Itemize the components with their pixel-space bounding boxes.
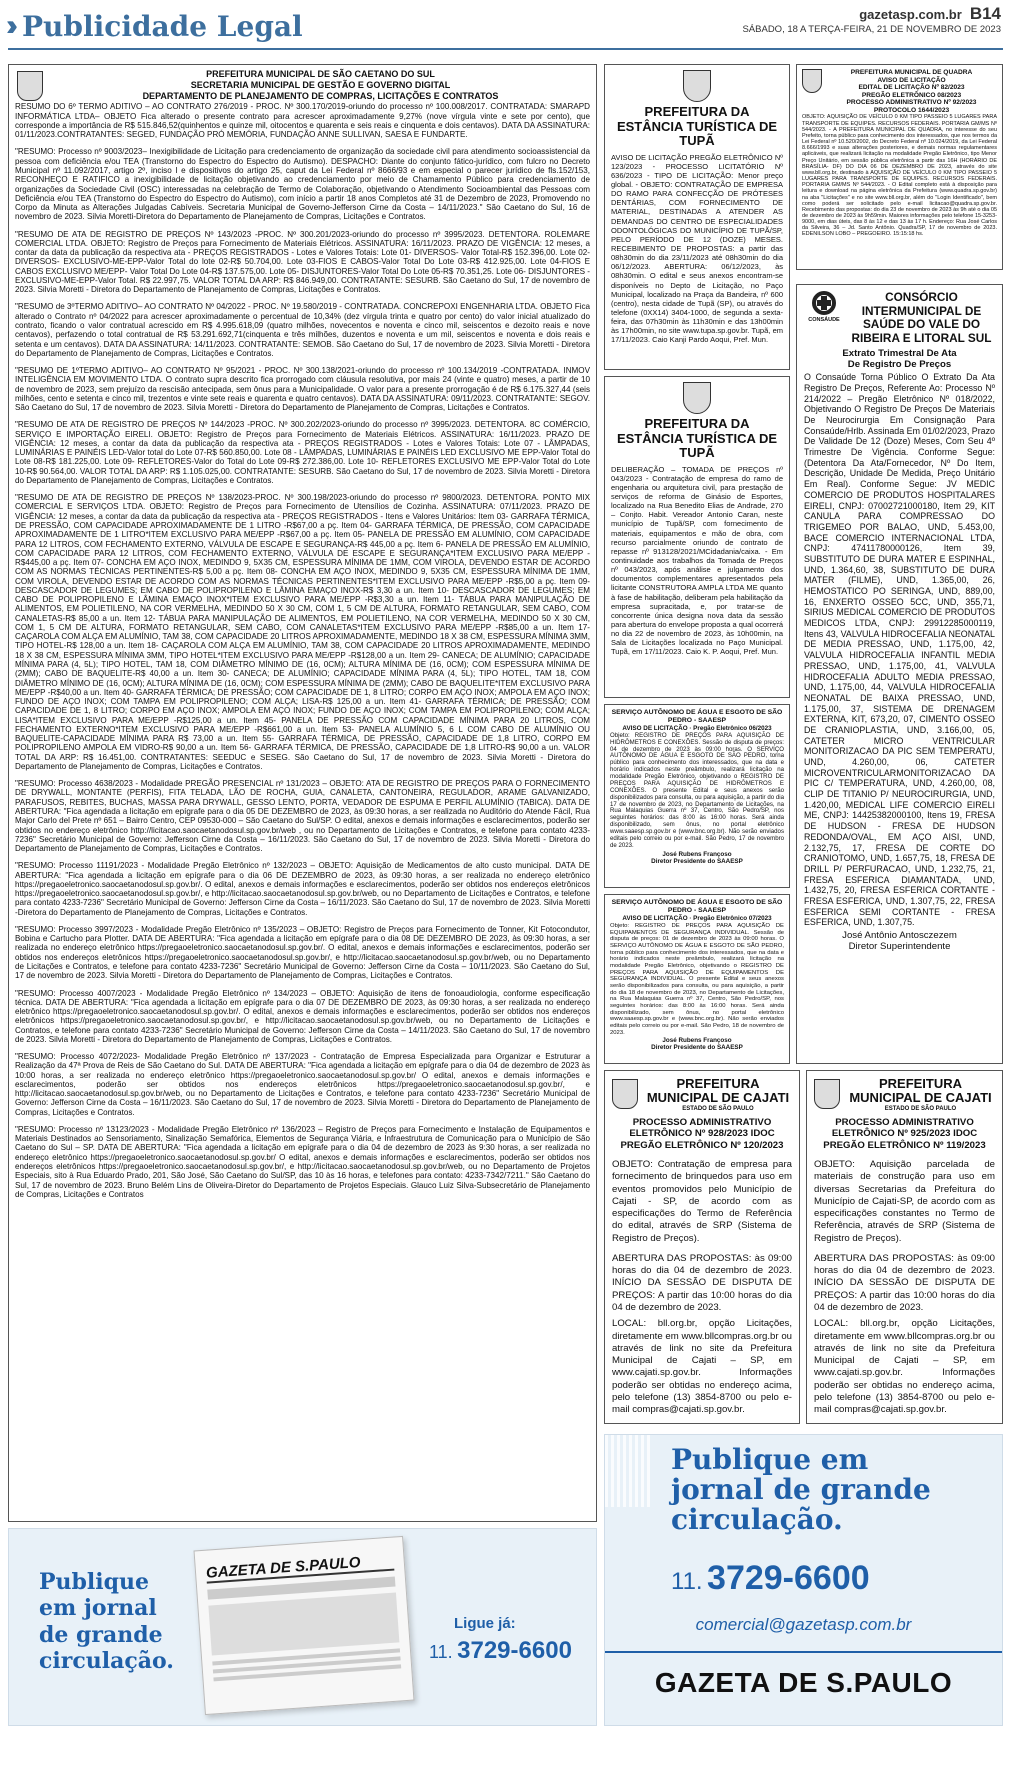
quadra-line-3: PROCESSO ADMINISTRATIVO Nº 92/2023 [846,99,977,107]
scs-paragraph: "RESUMO: Processo 3997/2023 - Modalidade Pregão Eletrônico nº 135/2023 – OBJETO: Registro de Preços para Fornecimento de Tonner, Kit Fotocondutor, Bobina e Cartucho para Plotter. DATA DE ABERTURA: "Fica agendada a licitação em epígrafe para o dia 08 DE DEZEMBRO DE 2023, às 09:30 horas, a ser realizada no endereço eletrônico https://pregaoeletronico.saocaetanodosul.sp.gov.br/. O edital, anexos e demais informações e esclarecimentos, poderão ser obtidos nos endereços eletrônicos https://pregaoeletronico.saocaetanodosul.sp.gov.br/, e http://licitacao.saocaetanodosul.sp.gov.br/web, ou no Departamento de Licitações e Contratos, e telefone para contato 4233-7236" Secretário Municipal de Governo: Jefferson Cirne da Costa – 10/11/2023. São Caetano do Sul, 17 de novembro de 2023. Silvia Moretti - Diretora do Departamento de Planejamento de Compras, Licitações e Contratos. [15,924,590,981]
quadra-line-2: PREGÃO ELETRÔNICO 08/2023 [861,91,962,99]
scs-paragraph: "RESUMO DE ATA DE REGISTRO DE PREÇOS Nº 138/2023-PROC. Nº 300.198/2023-oriundo do processo nº 9800/2023. DETENTORA. PONTO MIX COMERCIAL E SERVIÇOS LTDA. OBJETO: Registro de Preços para Fornecimento de Utensílios de Cozinha. ASSINATURA: 07/11/2023. PRAZO DE VIGÊNCIA: 12 meses, a contar da data da publicação da respectiva ata - PREÇOS REGISTRADOS - Itens e Valores Unitários: Item 03- GARRAFA TÉRMICA, DE PRESSÃO, COM CAPACIDADE APROXIMADAMENTE DE 1 LITRO -R$67,00 a pç. Item 04- GARRAFA TÉRMICA, DE PRESSÃO, COM CAPACIDADE APROXIMADAMENTE DE 1 LITRO*ITEM EXCLUSIVO PARA ME/EPP -R$67,00 a pç. Item 05- PANELA DE PRESSÃO EM ALUMÍNIO, COM CAPACIDADE PARA 12 LITROS, COM FECHAMENTO EXTERNO, VÁLVULA DE ESCAPE E SEGURANÇA-R$ 445,00 a pç. Item 6- PANELA DE PRESSÃO EM ALUMÍNIO, COM CAPACIDADE PARA 12 LITROS, COM FECHAMENTO EXTERNO, VÁLVULA DE ESCAPE E SEGURANÇA*ITEM EXCLUSIVO PARA ME/EPP -R$445,00 a pç. Item 07- CONCHA EM AÇO INOX, MEDINDO 9, 5X35 CM, ESPESSURA MÍNIMA DE 1MM, COM VIROLA, DEVENDO ESTAR DE ACORDO COM AS NORMAS TÉCNICAS PERTINENTES-R$ 5,00 a pç. Item 08- CONCHA EM AÇO INOX, MEDINDO 9, 5X35 CM, ESPESSURA MÍNIMA DE 1MM, COM VIROLA, DEVENDO ESTAR DE ACORDO COM AS NORMAS TÉCNICAS PERTINENTES*ITEM EXCLUSIVO PARA ME/EPP -R$5,00 a pç. Item 09- DESCASCADOR DE LEGUMES; EM CABO DE POLIPROPILENO E LÂMINA EMAÇO INOX-R$ 3,30 a un. Item 10- DESCASCADOR DE LEGUMES; EM CABO DE POLIPROPILENO E LÂMINA EMAÇO INOX*ITEM EXCLUSIVO PARA ME/EPP -R$3,30 a un. Item 11- TÁBUA PARA MANIPULAÇÃO DE ALIMENTOS, EM POLIETILENO, NA COR VERMELHA, MEDINDO 50 X 30 CM, COM 1, 5 CM DE ALTURA, FORMATO RETANGULAR, SEM CABO, COM CANALETAS-R$ 85,00 a un. Item 12- TÁBUA PARA MANIPULAÇÃO DE ALIMENTOS, EM POLIETILENO, NA COR VERMELHA, MEDINDO 50 X 30 CM, COM 1, 5 CM DE ALTURA, FORMATO RETANGULAR, SEM CABO, COM CANALETAS*ITEM EXCLUSIVO PARA ME/EPP -R$85,00 a un. Item 17- CAÇAROLA COM ALÇA EM ALUMÍNIO, TAM 38, COM CAPACIDADE 20 LITROS APROXIMADAMENTE, MEDINDO 18 X 38 CM, ESPESSURA MÍNIMA 3MM, TIPO HOTEL-R$ 128,00 a un. Item 18- CAÇAROLA COM ALÇA EM ALUMÍNIO, TAM 38, COM CAPACIDADE 20 LITROS APROXIMADAMENTE, MEDINDO 18 X 38 CM, ESPESSURA MÍNIMA 3MM, TIPO HOTEL*ITEM EXCLUSIVO PARA ME/EPP -R$128,00 a un. Item 29- CANECA; DE ALUMÍNIO; CAPACIDADE MÍNIMA PARA (4, 5L); TIPO HOTEL, TAM 18, COM DIÂMETRO MÍNIMO DE (16, 0CM); ALTURA MÍNIMA DE (16, 0CM); COM ESPESSURA MÍNIMA DE (2MM); CABO DE BAQUELITE-R$ 40,00 a un. Item 30- CANECA; DE ALUMÍNIO; CAPACIDADE MÍNIMA PARA (4, 5L); TIPO HOTEL, TAM 18, COM DIÂMETRO MÍNIMO DE (16, 0CM); ALTURA MÍNIMA DE (16, 0CM); COM ESPESSURA MÍNIMA DE (2MM); CABO DE BAQUELITE*ITEM EXCLUSIVO PARA ME/EPP -R$40,00 a un. Item 40- GARRAFA TÉRMICA; DE PRESSÃO; COM CAPACIDADE DE 1, 8 LITRO; CORPO EM AÇO INOX; AMPOLA EM AÇO INOX; FUNDO DE AÇO INOX; COM TAMPA EM POLIPROPILENO; COM ALÇA; LISA-R$ 125,00 a un. Item 41- GARRAFA TÉRMICA; DE PRESSÃO; COM CAPACIDADE DE 1, 8 LITRO; CORPO EM AÇO INOX; AMPOLA EM AÇO INOX; FUNDO DE AÇO INOX; COM TAMPA EM POLIPROPILENO; COM ALÇA; LISA*ITEM EXCLUSIVO PARA ME/EPP -R$125,00 a un. Item 45- PANELA DE PRESSÃO COM CAPACIDADE MÍNIMA PARA 20 LITROS, COM FECHAMENTO EXTERNO*ITEM EXCLUSIVO PARA ME/EPP -R$661,00 a un. Item 53- PANELA ALUMÍNIO 5, 6 L COM CABO DE ALUMÍNIO OU BAQUELITE-CAPACIDADE MÍNIMA PARA R$ 73,00 a un. Item 55- GARRAFA TÉRMICA, DE PRESSÃO, CAPACIDADE DE 1,8 LITRO, CORPO EM POLIPROPILENO AMPOLA EM VIDRO-R$ 90,00 a un. Item 56- GARRAFA TÉRMICA, DE PRESSÃO, CAPACIDADE DE 1,8 LITRO-R$ 90,00 a un. VALOR TOTAL DA ARP: R$ 16.451,00. CONTRATANTES: SEEDUC e SESEG. São Caetano do Sul, 17 de novembro de 2023. Silvia Moretti - Diretora do Departamento de Planejamento de Compras, Licitações e Contratos. [15,493,590,771]
scs-paragraph: "RESUMO: Processo 4007/2023 - Modalidade Pregão Eletrônico nº 134/2023 – OBJETO: Aquisição de itens de fonoaudiologia, conforme especificação técnica. DATA DE ABERTURA: "Fica agendada a licitação em epígrafe para o dia 07 DE DEZEMBRO DE 2023, às 09:30 horas, a ser realizada no endereço eletrônico https://pregaoeletronico.saocaetanodosul.sp.gov.br/. O edital, anexos e demais informações e esclarecimentos, poderão ser obtidos nos endereços eletrônicos https://pregaoeletronico.saocaetanodosul.sp.gov.br/, e http://licitacao.saocaetanodosul.sp.gov.br/web, ou no Departamento de Licitações e Contratos, e telefone para contato 4233-7236" Secretário Municipal de Governo: Jefferson Cirne da Costa – 14/11/2023. São Caetano do Sul, 17 de novembro de 2023. Silvia Moretti - Diretora do Departamento de Planejamento de Compras, Licitações e Contratos. [15,988,590,1044]
consorcio-sign-role: Diretor Superintendente [848,941,951,952]
newspaper-illustration [194,1536,415,1715]
cajati-notice-1 [604,1070,800,1424]
ad-bottom-phone[interactable]: 3729-6600 [457,1637,572,1664]
ad-right-line-3: circulação. [671,1503,843,1537]
quadra-line-1: EDITAL DE LICITAÇÃO Nº 82/2023 [858,84,965,92]
scs-title: PREFEITURA MUNICIPAL DE SÃO CAETANO DO SUL [206,69,435,79]
ad-right-line-1: Publique em [671,1443,869,1476]
saaesp-notice-2 [604,894,790,1064]
tupa-notice-1 [604,64,790,370]
cajati-local-1: LOCAL: bll.org.br, opção Licitações, diretamente em www.bllcompras.org.br ou através de link no site da Prefeitura Municipal de Cajati – SP, em www.cajati.sp.gov.br. Informações poderão ser obtidas no endereço acima, pelo telefone (13) 3854-8700 ou pelo e-mail compras@cajati.sp.gov.br. [612,1318,792,1416]
cajati-local-2: LOCAL: bll.org.br, opção Licitações, diretamente em www.bllcompras.org.br ou através de link no site da Prefeitura Municipal de Cajati – SP, em www.cajati.sp.gov.br. Informações poderão ser obtidas no endereço acima, pelo telefone (13) 3854-8700 ou pelo e-mail compras@cajati.sp.gov.br. [814,1318,995,1416]
tupa-body-1: AVISO DE LICITAÇÃO PREGÃO ELETRÔNICO Nº 123/2023 - PROCESSO LICITATÓRIO Nº 636/2023 - TIPO DE LICITAÇÃO: Menor preço global. - OBJETO: CONTRATAÇÃO DE EMPRESA DO RAMO PARA CONFECÇÃO DE PRÓTESES DENTÁRIAS, COM FORNECIMENTO DE MATERIAL, DESTINADAS A ATENDER AS DEMANDAS DO CENTRO DE ESPECIALIDADES ODONTOLÓGICAS DO MUNICÍPIO DE TUPÃ/SP, PELO PERÍODO DE 12 (DOZE) MESES. RECEBIMENTO DE PROPOSTAS: a partir das 08h30min do dia 23/11/2023 até 08h30min do dia 06/12/2023. ABERTURA: 06/12/2023, às 08h30min. O edital e seus anexos encontram-se disponíveis no Depto de Licitação, no Paço Municipal, localizado na Praça da Bandeira, nº 600 (centro), nesta cidade de Tupã (SP), ou através do telefone (0XX14) 3404-1000, de segunda a sexta-feira, das 07h30min às 11h30min e das 13h00min às 17h00min, no site www.tupa.sp.gov.br. Tupã, em 17/11/2023. Caio Kanji Pardo Aoqui, Pref. Mun. [611,152,783,345]
header-rule [8,48,1003,50]
scs-crest-icon [17,71,43,101]
cajati-objeto-2: OBJETO: Aquisição parcelada de materiais de construção para uso em diversas Secretarias da Prefeitura do Município de Cajati-SP, de acordo com as especificações constantes no Termo de Referência, através de SRP (Sistema de Registro de Preços). [814,1159,995,1244]
ad-right-brand: GAZETA DE S.PAULO [654,1667,953,1698]
scs-departamento: DEPARTAMENTO DE PLANEJAMENTO DE COMPRAS, LICITAÇÕES E CONTRATOS [142,90,499,101]
consorcio-body: O Consaúde Torna Público O Extrato Da Ata Registro De Preços, Referente Ao: Processo Nº 214/2022 – Pregão Eletrônico Nº 018/2022, Objetivando O Registro De Preços De Materiais De Neurocirurgia Em Consignação Para Consaúde/Hrlb. Assinada Em 01/02/2023, Prazo De Validade De 12 (Doze) Meses, Com Seu 4º Trimestre De Vigência. Conforme Segue: (Detentora Da Ata/Fornecedor, Nº Do Item, Descrição, Unidade De Medida, Preço Unitário Em Real). Conforme Segue: JV MEDIC COMERCIO DE PRODUTOS HOSPITALARES EIRELI, CNPJ: 07002721000180, Item 29, KIT CANULA PARA COMPRESSAO DO TRIGEMEO POR BALAO, UND, 5.453,00, BACE COMERCIO INTERNACIONAL LTDA, CNPJ: 47411780000126, Item 39, SUBSTITUTO DE DURA MATER E ESPINHAL, UND, 1.364,60, 38, SUBSTITUTO DE DURA MATER (FILME), UND, 1.365,00, 26, HEMOSTATICO PO SERINGA, UND, 889,00, 16, ENXERTO OSSEO 5CC, UND, 355,71, SIRIUS MEDICAL COMERCIO DE PRODUTOS MEDICOS LTDA, CNPJ: 29912285000119, Itens 43, VALVULA HIDROCEFALIA NEONATAL DE MEDIA PRESSAO, UND, 1.175,00, 42, VALVULA HIDROCEFALIA INFANTIL MEDIA PRESSAO, UND, 1.175,00, 41, VALVULA HIDROCEFALIA ADULTO MEDIA PRESSAO, UND, 1.175,00, 44, VALVULA HIDROCEFALIA NEONATAL DE BAIXA PRESSAO, UND, 1.175,00, 37, SISTEMA DE DRENAGEM EXTERNA, KIT, 673,20, 07, CIMENTO OSSEO DE CRANIOPLASTIA, UND, 3.166,00, 05, CATETER MICRO VENTRICULAR MONITORIZACAO DA PIC SEM TEMPERATU, UND, 4.260,00, 06, CATETER MICROVENTRICULARMONITORIZACAO DA PIC C/ TEMPERATURA, UND, 4.260,00, 08, CLIP DE TITANIO P/ NEUROCIRURGIA, UND, 1.420,00, MEDICAL LIFE COMERCIO EIRELI ME, CNPJ: 14425382000100, Itens 19, FRESA DE HUDSON - FRESA DE HUDSON REDONDA/OVAL, EM AÇO AISI, UND, 2.132,75, 17, FRESA DE CORTE DO CRANIOTOMO, UND, 1.657,75, 18, FRESA DE DRILL P/ PERFURACAO, UND, 1.232,75, 21, FRESA ESFERICA DIAMANTADA, UND, 1.432,75, 20, FRESA ESFERICA CORTANTE - FRESA ESFERICA, UND, 1.307,75, 22, FRESA ESFERICA SEMI CORTANTE - FRESA ESFERICA, UND, 1.307,75. [804,372,995,928]
saaesp-sign-2: José Rubens Françoso [662,1037,732,1045]
scs-paragraph: "RESUMO DE 1ºTERMO ADITIVO– AO CONTRATO Nº 95/2021 - PROC. Nº 300.138/2021-oriundo do processo nº 100.134/2019 -CONTRATADA. INMOV INTELIGÊNCIA EM MOVIMENTO LTDA. O contrato supra descrito fica prorrogado com cláusula resolutiva, por mais 24 (vinte e quatro) meses, a partir de 10 de novembro de 2023, sem prejuízo da rescisão antecipada, sem ônus para a Municipalidade. O valor para a presente prorrogação é de R$ 6.175.327,44 (seis milhões, cento e setenta e cinco mil, trezentos e vinte sete reais e quarenta e quatro centavos). DATA DA ASSINATURA: 09/11/2023. CONTRATANTE: SEGOV. São Caetano do Sul, 17 de novembro de 2023. Silvia Moretti - Diretora do Departamento de Planejamento de Compras, Licitações e Contratos. [15,366,590,413]
quadra-line-0: AVISO DE LICITAÇÃO [877,76,946,84]
tupa-crest-icon [683,70,711,102]
tupa-title-1: PREFEITURA DA ESTÂNCIA TURÍSTICA DE TUPÃ [616,104,778,149]
newspaper-masthead: GAZETA DE S.PAULO [206,1552,395,1584]
ad-bottom-line-3: de grande [39,1621,163,1648]
cajati-abertura-2: ABERTURA DAS PROPOSTAS: às 09:00 horas do dia 04 de dezembro de 2023. INÍCIO DA SESSÃO DE DISPUTA DE PREÇOS: A partir das 10:00 horas do dia 04 de dezembro de 2023. [814,1252,995,1314]
cajati-title-2: PREFEITURA MUNICIPAL DE CAJATI [849,1076,992,1106]
scs-body [15,102,590,1199]
saaesp-sign-role-1: Diretor Presidente do SAAESP [651,857,743,865]
cajati-abertura-1: ABERTURA DAS PROPOSTAS: às 09:00 horas do dia 04 de dezembro de 2023. INÍCIO DA SESSÃO DE DISPUTA DE PREÇOS: A partir das 10:00 horas do dia 04 de dezembro de 2023. [612,1252,792,1314]
scs-paragraph: "RESUMO: Processo nº 9003/2023– Inexigibilidade de Licitação para credenciamento de organização da sociedade civil para atendimento socioassistencial da pessoa com deficiência e/ou TEA (Transtorno do Espectro do Espectro do Autismo). DESPACHO: Diante do conjunto fático-jurídico, com fulcro no Decreto Municipal nº 11.092/2017, artigo 2º, inciso I e dispositivos do artigo 25, caput da Lei Federal nº 8666/93 e em especial o parecer jurídico de fls.152/153, RECONHEÇO E RATIFICO a inexigibilidade de licitação objetivando ao credenciamento por meio de Chamamento Público para credenciamento de organizações da Sociedade Civil (OSC) interessadas na celebração de Termo de Colaboração, objetivando o Atendimento Socioambiental das Pessoas com Deficiência e/ou TEA (Transtorno do Espectro do Espectro do Autismo), com início a partir 18 anos Completos até 31 de Dezembro de 2023, Promovendo no Corpo da Minuta as Alterações Julgadas Cabíveis. Secretaria Municipal de Governo-Jefferson Cirne da Costa – 14/11/2023." São Caetano do Sul, 16 de novembro de 2023. Silvia Moretti-Diretora do Departamento de Planejamento de Compras, Licitações e Contratos. [15,147,590,222]
scs-paragraph: "RESUMO: Processo 4072/2023- Modalidade Pregão Eletrônico nº 137/2023 - Contratação de Empresa Especializada para Organizar e Estruturar a Realização da 47ª Prova de Reis de São Caetano do Sul. DATA DE ABERTURA: "Fica agendada a licitação em epígrafe para o dia 04 de dezembro de 2023 às 10:00 horas, a ser realizada no endereço eletrônico https://pregaoeletronico.saocaetanodosul.sp.gov.br/ O edital, anexos e demais informações e esclarecimentos, poderão ser obtidos nos endereços eletrônicos https://pregaoeletronico.saocaetanodosul.sp.gov.br/, e http://licitacao.saocaetanodosul.sp.gov.br/web, ou no Departamento de Licitações e Contratos, e telefone para contato 4233-7236" Secretário Municipal de Governo: Jefferson Cirne da Costa – 16/11/2023. São Caetano do Sul, 17 de novembro de 2023. Silvia Moretti - Diretora do Departamento de Planejamento de Compras, Licitações e Contratos. [15,1052,590,1117]
saaesp-body-1: Objeto: REGISTRO DE PREÇOS PARA AQUISIÇÃO DE HIDRÔMETROS E CONEXÕES. Sessão de disputa de preços: 04 de dezembro de 2023 às 09:00 horas. O SERVIÇO AUTÔNOMO DE ÁGUA E ESGOTO DE SÃO PEDRO, torna público para conhecimento dos interessados, que na data e horário indicados neste preâmbulo, realizará licitação na modalidade Pregão Eletrônico, objetivando o REGISTRO DE PREÇOS PARA AQUISIÇÃO DE HIDRÔMETROS E CONEXÕES. O presente Edital e seus anexos serão disponibilizados para consulta, ou para aquisição, a partir do dia 17 de novembro de 2023, no Departamento de Licitações, na Rua Malaquias Guerra nº 37, Centro, São Pedro/SP, nos seguintes horários: das 8:00 às 16:00 horas. Será ainda disponibilizado, sem ônus, no portal eletrônico www.saaesp.sp.gov.br e (www.bnc.org.br). Não serão enviados editais pelo correio ou por e-mail. São Pedro, 17 de novembro de 2023. [610,731,784,849]
consorcio-notice [796,284,1003,1064]
consaude-logo-text: CONSÁUDE [808,317,840,323]
consorcio-sub-2: De Registro De Preços [847,359,952,371]
scs-paragraph: "RESUMO DE ATA DE REGISTRO DE PREÇOS Nº 143/2023 -PROC. Nº 300.201/2023-oriundo do processo nº 3995/2023. DETENTORA. ROLEMARE COMERCIAL LTDA. OBJETO: Registro de Preços para Fornecimento de Materiais Elétricos. ASSINATURA: 16/11/2023. PRAZO DE VIGÊNCIA: 12 meses, a contar da data da publicação da respectiva ata - PREÇOS REGISTRADOS - Lotes e Valores Totais: Lote 01- DIVERSOS- Valor Total-R$ 152.396,00. Lote 02- DIVERSOS- EXCLUSIVO-ME-EPP-Valor Total do lote 02-R$ 50.704,00. Lote 03-FIOS E CABOS-Valor Total Do Lote 03-R$ 412.925,00. Lote 04-FIOS E CABOS EXCLUSIVO ME/EPP- Valor Total Do Lote 04-R$ 137.575,00. Lote 05- DISJUNTORES-Valor Total Do Lote 05-R$ 70.351,25. Lote 06- DISJUNTORES - EXCLUSIVO-ME-EPP-Valor Total. R$ 22.997,75. VALOR TOTAL DA ARP: R$ 846.949,00. CONTRATANTE: SESURB. São Caetano do Sul, 17 de novembro de 2023. Silvia Moretti - Diretora do Departamento de Planejamento de Compras, Licitações e Contratos. [15,229,590,295]
ad-bottom-phone-prefix: 11. [429,1642,453,1662]
cajati-proc-1: PROCESSO ADMINISTRATIVO ELETRÔNICO Nº 928/2023 IDOC PREGÃO ELETRÔNICO Nº 120/2023 [620,1116,784,1151]
tupa-crest-icon-2 [683,382,711,414]
ad-right-email[interactable]: comercial@gazetasp.com.br [695,1615,912,1634]
gazeta-ad-right[interactable] [604,1434,1003,1726]
ad-right-line-2: jornal de grande [671,1473,931,1507]
section-header [8,6,303,46]
scs-paragraph: "RESUMO: Processo 11191/2023 - Modalidade Pregão Eletrônico nº 132/2023 – OBJETO: Aquisição de Medicamentos de alto custo municipal. DATA DE ABERTURA: "Fica agendada a licitação em epígrafe para o dia 06 DE DEZEMBRO de 2023, às 09:30 horas, a ser realizada no endereço eletrônico https://pregaoeletronico.saocaetanodosul.sp.gov.br/. O edital, anexos e demais informações e esclarecimentos, poderão ser obtidos nos endereços eletrônicos https://pregaoeletronico.saocaetanodosul.sp.gov.br/, e http://licitacao.saocaetanodosul.sp.gov.br/web, ou no Departamento de Licitações e Contratos, e telefone para contato 4233-7236" Secretário Municipal de Governo: Jefferson Cirne da Costa – 16/11/2023. São Caetano do Sul, 17 de novembro de 2023. Silvia Moretti -Diretora do Departamento de Planejamento de Compras, Licitações e Contratos. [15,861,590,917]
ad-right-phone-prefix: 11. [671,1568,703,1595]
ad-bottom-line-1: Publique [39,1569,150,1595]
quadra-notice [796,64,1003,270]
consorcio-sub-1: Extrato Trimestral De Ata [842,348,957,360]
cajati-crest-icon-1 [612,1079,638,1109]
saaesp-sub-2: AVISO DE LICITAÇÃO · Pregão Eletrônico 07/2023 [622,914,772,922]
cajati-state-2: ESTADO DE SÃO PAULO [884,1105,957,1112]
scs-paragraph: "RESUMO DE ATA DE REGISTRO DE PREÇOS Nº 144/2023 -PROC. Nº 300.202/2023-oriundo do processo nº 3995/2023. DETENTORA. 8C COMÉRCIO, SERVIÇO E IMPORTAÇÃO EIRELI. OBJETO: Registro de Preços para Fornecimento de Materiais Elétricos. ASSINATURA: 16/11/2023. PRAZO DE VIGÊNCIA: 12 meses, a contar da data da publicação da respectiva ata - PREÇOS REGISTRADOS - Lotes e Valores Totais: Lote 07 - LÂMPADAS, LUMINÁRIAS E PAINÉIS LED-Valor total do Lote 07-R$ 560.850,00. Lote 08 - LÂMPADAS, LUMINÁRIAS E PAINÉIS LED EXCLUSIVO ME EPP-Valor Total do Lote 08-R$ 181.225,00. Lote 09- REFLETORES-Valor do Total do Lote 09-R$ 272.386,00. Lote 10- REFLETORES EXCLUSIVO ME EPP-Valor Total do Lote 10-R$ 90.564,00. VALOR TOTAL DA ARP: R$ 1.105.025,00. CONTRATANTE: SESURB. São Caetano do Sul, 17 de novembro de 2023. Silvia Moretti - Diretora do Departamento de Planejamento de Compras, Licitações e Contratos. [15,420,590,485]
scs-paragraph: "RESUMO de 3ºTERMO ADITIVO– AO CONTRATO Nº 04/2022 - PROC. Nº 19.580/2019 - CONTRATADA. CONCREPOXI ENGENHARIA LTDA. OBJETO Fica alterado o Contrato nº 04/2022 para acrescer aproximadamente o percentual de 10,34% (dez vírgula trinta e quatro por cento) do valor inicial atualizado do contrato, ficando o valor contratual acrescido em R$ 4.995.618,09 (quatro milhões, novecentos e noventa e cinco mil, seiscentos e dezoito reais e nove centavos), perfazendo o total contratual de R$ 53.291.692,71(cinquenta e três milhões, duzentos e noventa e um mil, seiscentos e noventa e dois reais e setenta e um centavos). DATA DA ASSINATURA: 14/11/2023. CONTRATANTE: SEMOB. São Caetano do Sul, 17 de novembro de 2023. Silvia Moretti - Diretora do Departamento de Planejamento de Compras, Licitações e Contratos. [15,302,590,358]
cajati-crest-icon-2 [814,1079,840,1109]
cajati-objeto-1: OBJETO: Contratação de empresa para fornecimento de brinquedos para uso em eventos promovidos pelo Município de Cajati - SP, de acordo com as especificações do Termo de Referência do edital, através de SRP (Sistema de Registro de Preços). [612,1159,792,1244]
scs-paragraph: RESUMO DO 6º TERMO ADITIVO – AO CONTRATO 276/2019 - PROC. Nº 300.170/2019-oriundo do processo nº 100.008/2017. CONTRATADA: SMARAPD INFORMÁTICA LTDA– OBJETO Fica alterado o presente contrato para acrescer aproximadamente 9,27% (nove vírgula vinte e sete por cento), que corresponde a importância de R$ 515.846,52(quinhentos e quinze mil, oitocentos e quarenta e seis reais e cinquenta e dois centavos). DATA DA ASSINATURA: 01/11/2023.CONTRATANTES: SEGED, FUNDAÇÃO PRÓ MEMÓRIA, FUNDAÇÃO ANNE SULLIVAN, SAESA E FUNDARTE. [15,102,590,140]
tupa-title-2: PREFEITURA DA ESTÂNCIA TURÍSTICA DE TUPÃ [616,416,778,461]
cajati-proc-2: PROCESSO ADMINISTRATIVO ELETRÔNICO Nº 925/2023 IDOC PREGÃO ELETRÔNICO Nº 119/2023 [823,1116,986,1151]
section-title: Publicidade Legal [22,9,303,43]
saaesp-body-2: Objeto: REGISTRO DE PREÇOS PARA AQUISIÇÃO DE EQUIPAMENTOS DE SEGURANÇA INDIVIDUAL. Sessão de disputa de preços: 01 de dezembro de 2023 às 09:00 horas. O SERVIÇO AUTÔNOMO DE ÁGUA E ESGOTO DE SÃO PEDRO, torna público para conhecimento dos interessados, que na data e horário indicados neste preâmbulo, realizará licitação na modalidade Pregão Eletrônico, objetivando o REGISTRO DE PREÇOS PARA AQUISIÇÃO DE EQUIPAMENTOS DE SEGURANÇA INDIVIDUAL. O presente Edital e seus anexos serão disponibilizados para consulta, ou para aquisição, a partir do dia 18 de novembro de 2023, no Departamento de Licitações, na Rua Malaquias Guerra nº 37, Centro, São Pedro/SP, nos seguintes horários: das 8:00 às 16:00 horas. Será ainda disponibilizado, sem ônus, no portal eletrônico www.saaesp.sp.gov.br e (www.bnc.org.br). Não serão enviados editais pelo correio ou por e-mail. São Pedro, 18 de novembro de 2023. [610,922,784,1036]
cajati-state-1: ESTADO DE SÃO PAULO [682,1105,754,1112]
quadra-crest-icon [802,69,822,93]
tupa-notice-2 [604,376,790,698]
scs-secretaria: SECRETARIA MUNICIPAL DE GESTÃO E GOVERNO DIGITAL [190,79,451,90]
quadra-title: PREFEITURA MUNICIPAL DE QUADRA [850,69,973,76]
quadra-body: OBJETO: AQUISIÇÃO DE VEÍCULO 0 KM TIPO PASSEIO 5 LUGARES PARA TRANSPORTE DE EQUIPES. RECURSOS FEDERAIS. PORTARIA GM/MS Nº 544/2023. - A PREFEITURA MUNICIPAL DE QUADRA, no interesse do seu Prefeito, torna público para conhecimento dos interessados, que nos termos da Lei Federal nº 10.520/2002, do Decreto Federal nº 10.024/2019, da Lei Federal 8.666/1993 e suas alterações posteriores, e demais normas regulamentares aplicáveis, que realizará licitação na modalidade Pregão Eletrônico, tipo Menor Preço Unitário, em sessão pública eletrônica a partir das 16H (HORÁRIO DE BRASÍLIA- DF) DO DIA 06 DE DEZEMBRO DE 2023, através do site www.bll.org.br, destinado à AQUISIÇÃO DE VEÍCULO 0 KM TIPO PASSEIO 5 LUGARES PARA TRANSPORTE DE EQUIPES. RECURSOS FEDERAIS. PORTARIA GM/MS Nº 544/2023. - O Edital completo está à disposição para leitura e download na página eletrônica da Prefeitura (www.quadra.sp.gov.br) na aba "Licitações" e no site www.bll.org.br, além do "Login Identificado", bem como poderá ser solicitado pelo e-mail licitacao@quadra.sp.gov.br. Recebimento das propostas: do dia 23 de novembro de 2023 às 9h até o dia 05 de dezembro de 2023 às 9h59min. Maiores informações pelo telefone 15-3253-9000, em dias úteis, das 8 às 12 e das 13 às 17 h. Endereço: Rua José Carlos da Silveira, 36 – Jd. Santo Antônio. Quadra/SP, 17 de novembro de 2023. EDENILSON LOBO – PREGOEIRO. 15:15:18 hs. [802,114,997,238]
scs-paragraph: "RESUMO: Processo nº 13123/2023 - Modalidade Pregão Eletrônico nº 136/2023 – Registro de Preços para Fornecimento e Instalação de Equipamentos e Materiais Destinados ao Sensoriamento, Sinalização Semafórica, Elementos de Segurança Viária, e Infraestrutura de Comunicação para o Município de São Caetano do Sul – SP. DATA DE ABERTURA: "Fica agendada a licitação em epígrafe para o dia 04 de dezembro de 2023 às 9:30 horas, a ser realizada no endereço eletrônico https://pregaoeletronico.saocaetanodosul.sp.gov.br/ O edital, anexos e demais informações e esclarecimentos, poderão ser obtidos nos endereços eletrônicos https://pregaoeletronico.saocaetanodosul.sp.gov.br/, e http://licitacao.saocaetanodosul.sp.gov.br/web, ou no Departamento de Projetos Especiais, sito à Rua Eduardo Prado, 201, São José, São Caetano do Sul/SP, das 10 às 16 horas, e telefones para contato: 4233-7342/7211." São Caetano do Sul, 17 de novembro de 2023. Bruno Belém Lins de Oliveira-Diretor do Departamento de Projetos Especiais. Glauco Luiz Silva-Subsecretário de Planejamento de Compras, Licitações e Contratos [15,1124,590,1199]
ad-right-phone[interactable]: 3729-6600 [707,1559,870,1597]
page-number: B14 [969,4,1001,23]
consorcio-sign: José Antônio Antosczezem [842,930,957,941]
cajati-title-1: PREFEITURA MUNICIPAL DE CAJATI [646,1076,790,1106]
ad-bottom-ligue: Ligue já: [454,1615,516,1632]
scs-paragraph: "RESUMO: Processo 4638/2023 - Modalidade PREGÃO PRESENCIAL nº 131/2023 – OBJETO: ATA DE REGISTRO DE PREÇOS PARA O FORNECIMENTO DE DRYWALL, MONTANTE (PERFIS), FITA TELADA, LÃO DE ROCHA, GUIA, CANALETA, CANTONEIRA, REGULADOR, ARAME GALVANIZADO, PARAFUSOS, REBITES, BUCHAS, MASSA PARA DRYWALL, GESSO LENTO, PORTA, VEDADOR DE ESPUMA E PERFIL ALUMÍNIO (TABICA). DATA DE ABERTURA: "Fica agendada a licitação em epígrafe para o dia 05 DE DEZEMBRO de 2023, às 09:30 horas, a ser realizada no Auditório do Atende Fácil, Rua Major Carlo del Prete nº 651 – Bairro Centro, CEP 09530-000 – São Caetano do Sul/SP. O edital, anexos e demais informações e esclarecimentos, poderão ser obtidos no endereço eletrônico http://licitacao.saocaetanodosul.sp.gov.br/web , ou no Departamento de Licitações e Contratos, e telefone para contato 4233-7236" Secretário Municipal de Governo: Jefferson Cirne da Costa – 16/11/2023. São Caetano do Sul, 17 de novembro de 2023. Silvia Moretti - Diretora do Departamento de Planejamento de Compras, Licitações e Contratos. [15,779,590,854]
ad-bottom-line-4: circulação. [39,1648,174,1675]
saaesp-sub-1: AVISO DE LICITAÇÃO · Pregão Eletrônico 06/2023 [622,724,772,732]
scs-notice [8,64,597,1522]
quadra-line-4: PROTOCOLO 1644/2023 [873,106,950,114]
saaesp-title-2: SERVIÇO AUTÔNOMO DE ÁGUA E ESGOTO DE SÃO PEDRO - SAAESP [611,899,783,914]
saaesp-notice-1 [604,704,790,888]
saaesp-sign-1: José Rubens Françoso [662,850,732,858]
consorcio-title: CONSÓRCIO INTERMUNICIPAL DE SAÚDE DO VALE DO RIBEIRA E LITORAL SUL [851,290,992,345]
ad-bottom-line-2: em jornal [39,1595,157,1622]
tupa-body-2: DELIBERAÇÃO – TOMADA DE PREÇOS nº 043/2023 - Contratação de empresa do ramo de engenharia ou arquitetura civil, para prestação de serviços de reforma de Ginásio de Esportes, localizado na Rua Benedito Elias de Andrade, 270 – Conjto. Habit. Vereador Antonio Caran, neste município de Tupã/SP, com fornecimento de materiais, equipamentos e mão de obra, com recurso parcialmente oriundo de contrato de repasse nº 913128/2021/MCidadania/caixa. - Em continuidade aos trabalhos da Tomada de Preços nº 043/2023, após análise e julgamento dos documentos complementares apresentados pela licitante CONSTRUTORA AMPLA LTDA ME quanto à fase de habilitação, deliberam pela habilitação da empresa supracitada, e, por tratar-se de concorrente única designa nova data da sessão para abertura do envelope proposta a qual ocorrerá no dia 22 de novembro de 2023, às 10h00min, na Sala de Licitações localizada no Paço Municipal. Tupã, em 17/11/2023. Caio K. P. Aoqui, Pref. Mun. [611,464,783,657]
page-info [742,4,1001,35]
consaude-logo-icon [812,291,836,315]
edition-date: SÁBADO, 18 A TERÇA-FEIRA, 21 DE NOVEMBRO DE 2023 [742,24,1001,35]
site-url[interactable]: gazetasp.com.br [859,7,962,22]
gazeta-ad-bottom[interactable] [8,1528,597,1726]
saaesp-title-1: SERVIÇO AUTÔNOMO DE ÁGUA E ESGOTO DE SÃO PEDRO - SAAESP [611,709,783,724]
cajati-notice-2 [806,1070,1003,1424]
saaesp-sign-role-2: Diretor Presidente do SAAESP [651,1044,743,1052]
